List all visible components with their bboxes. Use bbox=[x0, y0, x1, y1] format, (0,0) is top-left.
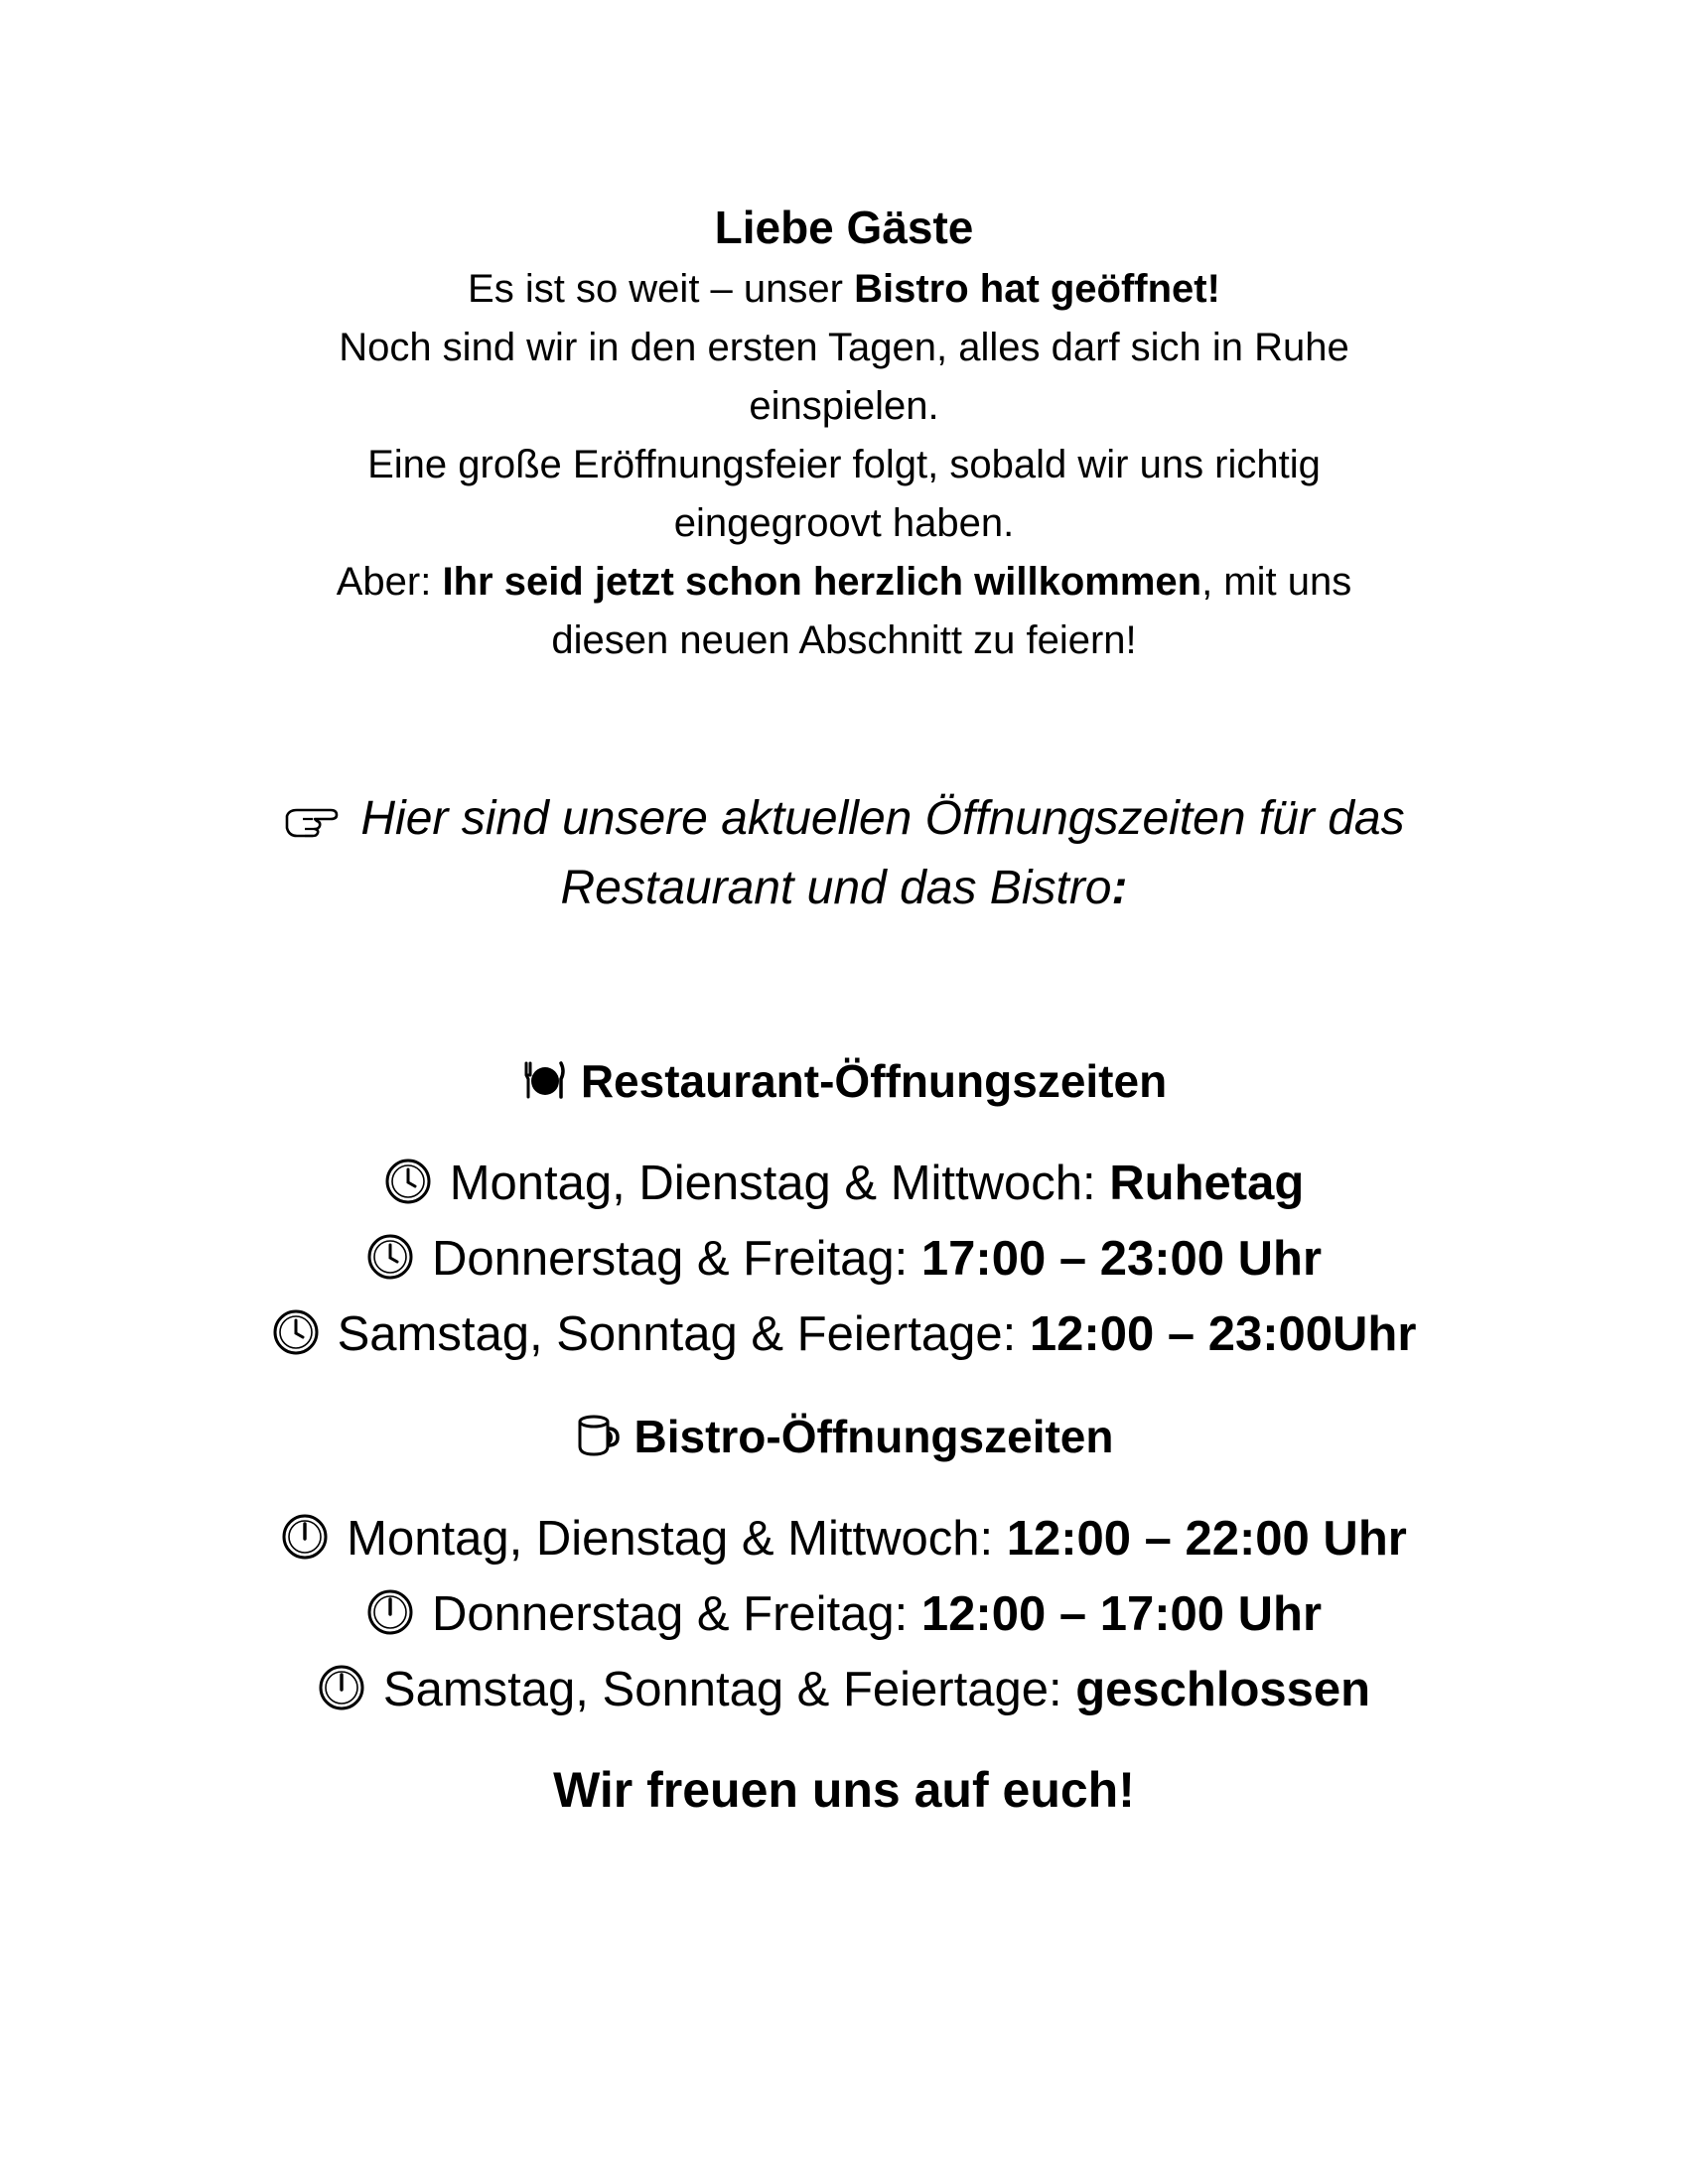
hours-value: 12:00 – 22:00 Uhr bbox=[1006, 1512, 1407, 1566]
bistro-hours bbox=[199, 1501, 1489, 1727]
clock-icon bbox=[366, 1588, 414, 1636]
bistro-hours-row bbox=[199, 1501, 1489, 1576]
intro-line-1-text: Es ist so weit – unser bbox=[468, 267, 855, 311]
clock-icon bbox=[384, 1158, 432, 1205]
hours-label: Samstag, Sonntag & Feiertage: bbox=[382, 1663, 1076, 1716]
intro-line-3b: eingegroovt haben. bbox=[673, 501, 1015, 545]
restaurant-hours-row bbox=[199, 1146, 1489, 1221]
clock-icon bbox=[281, 1513, 329, 1561]
intro-line-3a: Eine große Eröffnungsfeier folgt, sobald wir uns richtig bbox=[367, 443, 1321, 486]
restaurant-title-text: Restaurant-Öffnungszeiten bbox=[580, 1055, 1168, 1107]
hint-colon: : bbox=[1111, 862, 1128, 914]
intro-line-2a: Noch sind wir in den ersten Tagen, alles darf sich in Ruhe bbox=[339, 326, 1349, 369]
hours-label: Donnerstag & Freitag: bbox=[431, 1232, 921, 1286]
hours-label: Montag, Dienstag & Mittwoch: bbox=[347, 1512, 1007, 1566]
hours-label: Donnerstag & Freitag: bbox=[431, 1587, 921, 1641]
clock-icon bbox=[366, 1233, 414, 1281]
intro-line-1 bbox=[199, 260, 1489, 319]
intro-line-4b: diesen neuen Abschnitt zu feiern! bbox=[551, 618, 1137, 662]
hint-line-1-text: Hier sind unsere aktuellen Öffnungszeiten für das bbox=[360, 792, 1405, 845]
hours-value: Ruhetag bbox=[1109, 1157, 1305, 1210]
intro-line-4-bold: Ihr seid jetzt schon herzlich willkommen bbox=[442, 560, 1202, 604]
hours-value: 12:00 – 17:00 Uhr bbox=[920, 1587, 1323, 1641]
bistro-hours-row bbox=[199, 1576, 1489, 1652]
hint-line-2 bbox=[199, 854, 1489, 923]
intro-line-4-pre: Aber: bbox=[336, 560, 443, 604]
hours-hint bbox=[199, 784, 1489, 923]
hours-value: 12:00 – 23:00Uhr bbox=[1029, 1307, 1417, 1361]
intro-text bbox=[199, 260, 1489, 670]
intro-line-2b: einspielen. bbox=[749, 384, 939, 428]
clock-icon bbox=[318, 1664, 365, 1711]
hours-label: Montag, Dienstag & Mittwoch: bbox=[449, 1157, 1110, 1210]
restaurant-title bbox=[199, 1050, 1489, 1112]
intro-line-1-bold: Bistro hat geöffnet! bbox=[854, 267, 1220, 311]
hours-label: Samstag, Sonntag & Feiertage: bbox=[337, 1307, 1030, 1361]
intro-line-4-post: , mit uns bbox=[1201, 560, 1352, 604]
greeting-title: Liebe Gäste bbox=[714, 202, 974, 253]
intro-line-4 bbox=[199, 553, 1489, 612]
restaurant-hours bbox=[199, 1146, 1489, 1372]
hint-line-1 bbox=[199, 784, 1489, 854]
plate-cutlery-icon bbox=[521, 1057, 567, 1103]
pointing-hand-icon bbox=[283, 798, 343, 838]
hint-line-2-text: Restaurant und das Bistro bbox=[560, 862, 1112, 914]
bistro-title bbox=[199, 1406, 1489, 1467]
hours-value: 17:00 – 23:00 Uhr bbox=[920, 1232, 1323, 1286]
clock-icon bbox=[272, 1308, 320, 1356]
hours-value: geschlossen bbox=[1075, 1663, 1371, 1716]
bistro-title-text: Bistro-Öffnungszeiten bbox=[633, 1411, 1114, 1462]
coffee-cup-icon bbox=[575, 1413, 621, 1458]
closing-line: Wir freuen uns auf euch! bbox=[553, 1762, 1135, 1818]
bistro-hours-row bbox=[199, 1652, 1489, 1727]
restaurant-hours-row bbox=[199, 1221, 1489, 1297]
restaurant-hours-row bbox=[199, 1297, 1489, 1372]
